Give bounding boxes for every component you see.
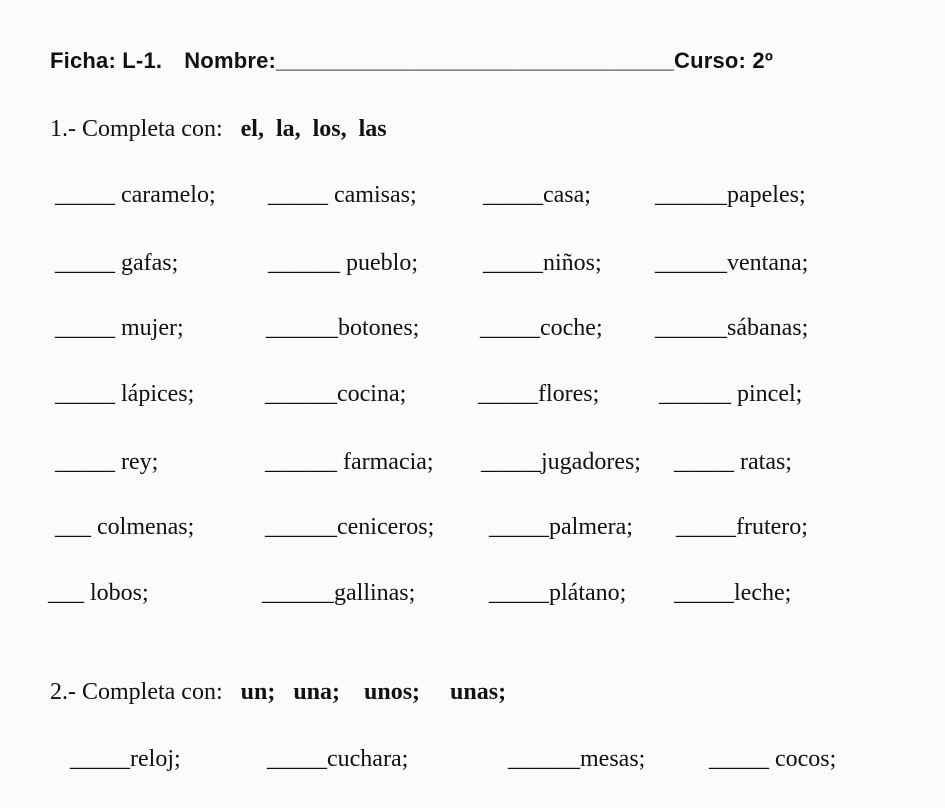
exercise-item: _____casa; <box>483 182 591 208</box>
exercise-item: ______sábanas; <box>655 315 809 341</box>
exercise-item: _____ caramelo; <box>55 182 216 208</box>
curso-label: Curso: 2º <box>674 48 774 73</box>
exercise-item: _____leche; <box>674 580 792 606</box>
ficha-label: Ficha: L-1. <box>50 48 163 73</box>
section1-prompt: 1.- Completa con: <box>50 116 223 142</box>
exercise-item: ______botones; <box>266 315 420 341</box>
exercise-item: _____plátano; <box>489 580 627 606</box>
section2-prompt: 2.- Completa con: <box>50 679 223 705</box>
exercise-item: _____coche; <box>480 315 603 341</box>
section2-options: un; una; unos; unas; <box>240 679 507 705</box>
exercise-item: _____ mujer; <box>55 315 184 341</box>
section1-options: el, la, los, las <box>240 116 387 142</box>
exercise-item: _____ camisas; <box>268 182 417 208</box>
exercise-item: _____ cocos; <box>709 746 837 772</box>
exercise-item: ______gallinas; <box>262 580 416 606</box>
exercise-item: _____ rey; <box>55 449 159 475</box>
exercise-item: _____frutero; <box>676 514 808 540</box>
exercise-item: ______ farmacia; <box>265 449 434 475</box>
exercise-item: ______ceniceros; <box>265 514 435 540</box>
exercise-item: _____niños; <box>483 250 602 276</box>
exercise-item: ______ventana; <box>655 250 809 276</box>
exercise-item: ______cocina; <box>265 381 407 407</box>
exercise-item: ______ pincel; <box>659 381 803 407</box>
exercise-item: ______mesas; <box>508 746 646 772</box>
nombre-field: Nombre:________________________________ <box>184 48 674 73</box>
exercise-item: ___ lobos; <box>48 580 149 606</box>
exercise-item: _____palmera; <box>489 514 633 540</box>
section1-title <box>50 116 387 143</box>
exercise-item: _____ lápices; <box>55 381 195 407</box>
exercise-item: _____cuchara; <box>267 746 409 772</box>
worksheet-header <box>50 48 773 74</box>
exercise-item: _____ gafas; <box>55 250 179 276</box>
exercise-item: ______ pueblo; <box>268 250 418 276</box>
exercise-item: ___ colmenas; <box>55 514 195 540</box>
exercise-item: _____flores; <box>478 381 600 407</box>
section2-title <box>50 679 506 706</box>
exercise-item: _____reloj; <box>70 746 181 772</box>
exercise-item: _____ ratas; <box>674 449 792 475</box>
exercise-item: ______papeles; <box>655 182 806 208</box>
exercise-item: _____jugadores; <box>481 449 641 475</box>
